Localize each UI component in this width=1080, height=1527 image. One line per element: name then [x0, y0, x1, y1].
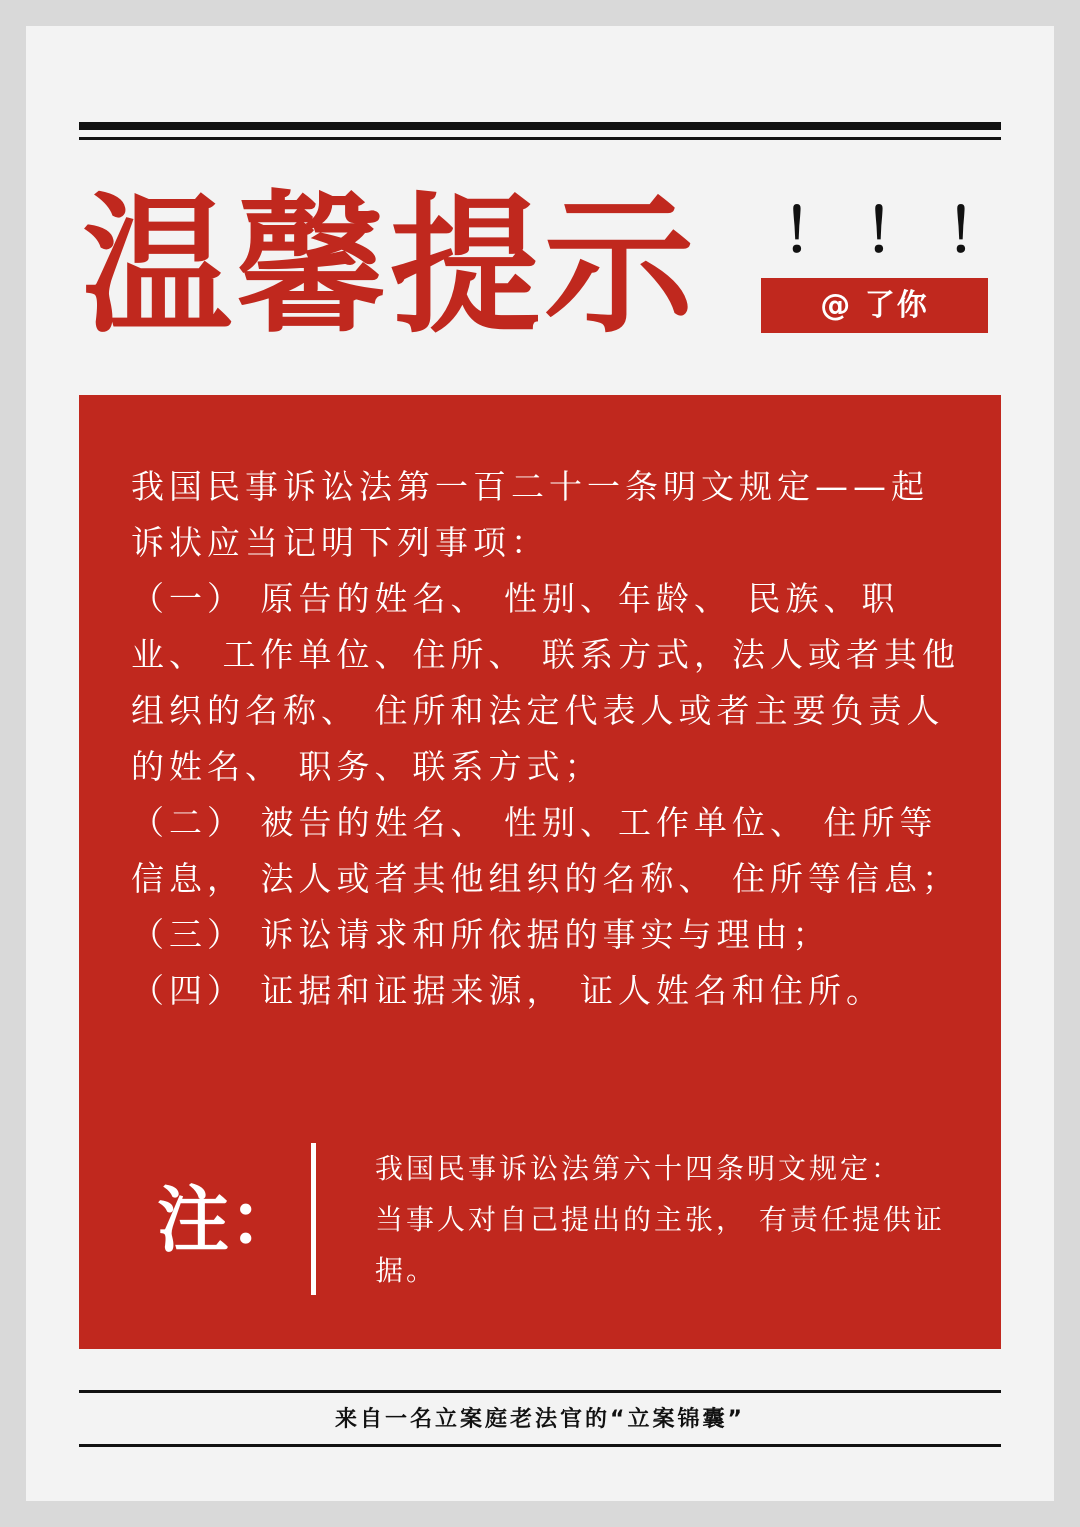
top-rule-thin	[79, 137, 1001, 140]
body-text	[131, 459, 961, 1019]
note-label: 注：	[157, 1178, 302, 1262]
item-two: （二） 被告的姓名、 性别、工作单位、 住所等信息， 法人或者其他组织的名称、 住所等信息；	[131, 803, 960, 898]
item-three: （三） 诉讼请求和所依据的事实与理由；	[131, 915, 831, 954]
mention-tag: @ 了你	[761, 278, 988, 333]
note-line-1: 我国民事诉讼法第六十四条明文规定：	[375, 1152, 903, 1185]
intro-paragraph: 我国民事诉讼法第一百二十一条明文规定——起诉状应当记明下列事项：	[131, 467, 929, 562]
exclamation-marks: ！！！	[782, 197, 1028, 267]
top-rule-thick	[79, 122, 1001, 130]
note-divider	[311, 1143, 316, 1295]
item-one: （一） 原告的姓名、 性别、年龄、 民族、职业、 工作单位、住所、 联系方式，法人或者其他组织的名称、 住所和法定代表人或者主要负责人的姓名、 职务、联系方式；	[131, 579, 960, 786]
item-four: （四） 证据和证据来源， 证人姓名和住所。	[131, 971, 884, 1010]
note-text	[375, 1143, 955, 1296]
page-title: 温馨提示	[82, 180, 699, 354]
footer-caption: 来自一名立案庭老法官的“立案锦囊”	[335, 1407, 745, 1432]
footer-rule-bottom	[79, 1444, 1001, 1447]
footer-rule-top	[79, 1390, 1001, 1393]
content-panel	[79, 395, 1001, 1349]
note-line-2: 当事人对自己提出的主张， 有责任提供证据。	[375, 1203, 945, 1287]
